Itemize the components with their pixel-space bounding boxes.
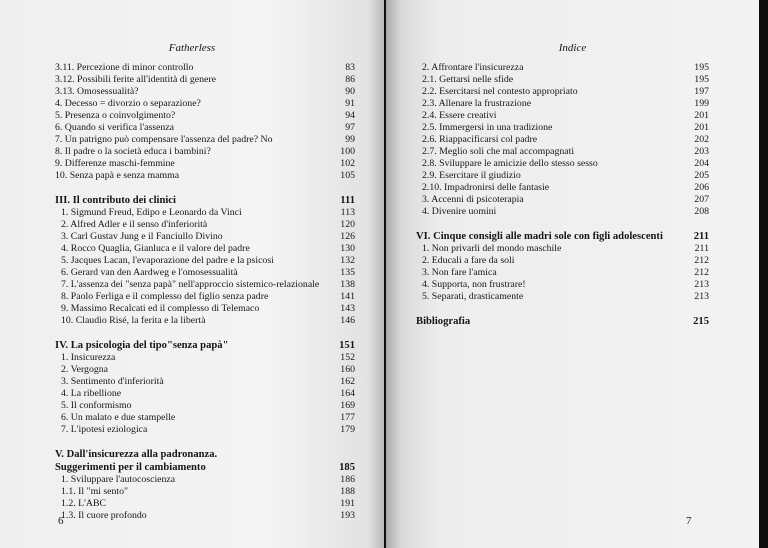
toc-entry-title: 4. Rocco Quaglia, Gianluca e il valore del padre (61, 243, 250, 254)
table-of-contents (416, 62, 709, 328)
toc-entry-page: 197 (694, 86, 709, 97)
toc-entry (55, 388, 355, 400)
toc-entry-page: 97 (345, 122, 355, 133)
toc-entry-page: 205 (694, 170, 709, 181)
toc-entry-title: 3. Accenni di psicoterapia (422, 194, 524, 205)
toc-chapter-heading (416, 315, 709, 328)
toc-entry-title: 4. Divenire uomini (422, 206, 497, 217)
toc-entry-page: 100 (340, 146, 355, 157)
toc-entry-title: 7. L'ipotesi eziologica (61, 424, 148, 435)
toc-entry-page: 179 (340, 424, 355, 435)
toc-entry (55, 400, 355, 412)
toc-entry (55, 231, 355, 243)
toc-entry-title: 8. Il padre o la società educa i bambini? (55, 146, 211, 157)
toc-entry (416, 134, 709, 146)
toc-entry-title: 2.10. Impadronirsi delle fantasie (422, 182, 550, 193)
toc-entry (416, 98, 709, 110)
toc-entry-title: 5. Separati, drasticamente (422, 291, 524, 302)
toc-spacer (416, 218, 709, 230)
toc-entry-page: 204 (694, 158, 709, 169)
toc-entry-title: 3.11. Percezione di minor controllo (55, 62, 194, 73)
toc-entry-page: 83 (345, 62, 355, 73)
toc-entry (55, 255, 355, 267)
toc-entry (55, 510, 355, 522)
toc-entry (416, 255, 709, 267)
toc-spacer (55, 182, 355, 194)
toc-entry (55, 62, 355, 74)
toc-entry-page: 146 (340, 315, 355, 326)
toc-entry-title: 1.2. L'ABC (61, 498, 107, 509)
toc-entry-page: 130 (340, 243, 355, 254)
toc-entry-title: 10. Senza papà e senza mamma (55, 170, 180, 181)
toc-entry-title: 1.3. Il cuore profondo (61, 510, 147, 521)
toc-entry-page: 203 (694, 146, 709, 157)
page-number: 6 (58, 515, 64, 527)
toc-entry-title: 8. Paolo Ferliga e il complesso del figlio senza padre (61, 291, 269, 302)
toc-entry-title: 1.1. Il "mi sento" (61, 486, 129, 497)
toc-entry-page: 120 (340, 219, 355, 230)
toc-entry (416, 74, 709, 86)
toc-entry-title: 3.12. Possibili ferite all'identità di genere (55, 74, 216, 85)
toc-entry-title: 6. Gerard van den Aardweg e l'omosessualità (61, 267, 238, 278)
toc-entry-page: 86 (345, 74, 355, 85)
toc-entry (416, 206, 709, 218)
toc-entry (416, 243, 709, 255)
toc-entry-page: 211 (693, 231, 709, 242)
toc-entry (55, 122, 355, 134)
toc-entry-title: 2.5. Immergersi in una tradizione (422, 122, 553, 133)
toc-entry-title: 4. Supporta, non frustrare! (422, 279, 526, 290)
toc-entry-title: 3.13. Omosessualità? (55, 86, 139, 97)
toc-entry (55, 424, 355, 436)
toc-entry-title: Bibliografia (416, 316, 471, 327)
toc-entry-title: 2.4. Essere creativi (422, 110, 497, 121)
toc-entry-page: 206 (694, 182, 709, 193)
toc-entry (55, 352, 355, 364)
toc-entry-page: 195 (694, 74, 709, 85)
toc-entry-title: 3. Sentimento d'inferiorità (61, 376, 164, 387)
running-header: Fatherless (168, 42, 216, 54)
toc-entry-title: 6. Un malato e due stampelle (61, 412, 176, 423)
toc-entry-page: 99 (345, 134, 355, 145)
toc-entry-title: 2.9. Esercitare il giudizio (422, 170, 521, 181)
toc-chapter-heading (416, 230, 709, 243)
toc-entry (55, 74, 355, 86)
toc-entry (55, 315, 355, 327)
toc-entry (55, 134, 355, 146)
toc-entry-page: 212 (694, 255, 709, 266)
toc-entry (55, 146, 355, 158)
toc-entry-page: 105 (340, 170, 355, 181)
toc-entry-page: 186 (340, 474, 355, 485)
toc-entry-title: 3. Non fare l'amica (422, 267, 497, 278)
toc-entry-page: 126 (340, 231, 355, 242)
toc-entry (55, 412, 355, 424)
toc-entry-title: 1. Insicurezza (61, 352, 116, 363)
toc-entry-title: 2.6. Riappacificarsi col padre (422, 134, 538, 145)
toc-entry-title: 6. Quando si verifica l'assenza (55, 122, 175, 133)
toc-entry-page: 215 (693, 316, 709, 327)
toc-entry-page: 211 (694, 243, 709, 254)
toc-entry-page: 102 (340, 158, 355, 169)
toc-entry (55, 364, 355, 376)
toc-entry-page: 138 (340, 279, 355, 290)
toc-entry-page: 202 (694, 134, 709, 145)
toc-entry (416, 158, 709, 170)
toc-entry-page: 143 (340, 303, 355, 314)
toc-chapter-heading (55, 448, 355, 461)
toc-entry (55, 303, 355, 315)
toc-entry-title: VI. Cinque consigli alle madri sole con figli adolescenti (416, 231, 663, 242)
toc-entry-page: 177 (340, 412, 355, 423)
toc-entry-page: 94 (345, 110, 355, 121)
toc-spacer (55, 327, 355, 339)
toc-entry-page: 207 (694, 194, 709, 205)
toc-entry (55, 86, 355, 98)
toc-entry-title: 1. Sviluppare l'autocoscienza (61, 474, 176, 485)
toc-entry-page: 213 (694, 279, 709, 290)
page-number: 7 (686, 515, 692, 527)
toc-entry (55, 98, 355, 110)
toc-entry-page: 152 (340, 352, 355, 363)
toc-entry (416, 122, 709, 134)
toc-entry-page: 188 (340, 486, 355, 497)
toc-entry (416, 267, 709, 279)
toc-entry-title: 5. Il conformismo (61, 400, 132, 411)
toc-entry (55, 474, 355, 486)
toc-entry-page: 151 (339, 340, 355, 351)
toc-entry-title: 2.8. Sviluppare le amicizie dello stesso sesso (422, 158, 598, 169)
table-of-contents (55, 62, 355, 522)
toc-entry-title: 5. Jacques Lacan, l'evaporazione del padre e la psicosi (61, 255, 274, 266)
toc-entry-page: 132 (340, 255, 355, 266)
toc-entry-title: 2. Alfred Adler e il senso d'inferiorità (61, 219, 208, 230)
toc-entry-page: 193 (340, 510, 355, 521)
toc-entry (55, 279, 355, 291)
toc-entry (55, 110, 355, 122)
toc-entry (55, 219, 355, 231)
toc-entry (416, 110, 709, 122)
toc-entry (416, 86, 709, 98)
toc-entry-title: Suggerimenti per il cambiamento (55, 462, 206, 473)
toc-entry-title: 1. Sigmund Freud, Edipo e Leonardo da Vinci (61, 207, 242, 218)
toc-entry-page: 185 (339, 462, 355, 473)
running-header: Indice (558, 42, 587, 54)
toc-entry-page: 208 (694, 206, 709, 217)
toc-entry (55, 158, 355, 170)
toc-entry-title: IV. La psicologia del tipo"senza papà" (55, 340, 229, 351)
toc-entry-page: 90 (345, 86, 355, 97)
toc-entry-title: 2.7. Meglio soli che mal accompagnati (422, 146, 575, 157)
toc-entry-page: 162 (340, 376, 355, 387)
toc-entry (416, 146, 709, 158)
toc-entry-page: 195 (694, 62, 709, 73)
toc-entry-page: 141 (340, 291, 355, 302)
toc-spacer (416, 303, 709, 315)
toc-chapter-heading (55, 339, 355, 352)
toc-entry-page: 135 (340, 267, 355, 278)
toc-entry (416, 182, 709, 194)
toc-entry (416, 194, 709, 206)
toc-entry (55, 267, 355, 279)
toc-entry-page: 111 (340, 195, 355, 206)
toc-entry-page: 169 (340, 400, 355, 411)
toc-entry (55, 291, 355, 303)
toc-entry (416, 62, 709, 74)
toc-entry-title: 10. Claudio Risé, la ferita e la libertà (61, 315, 206, 326)
toc-entry-title: 5. Presenza o coinvolgimento? (55, 110, 176, 121)
toc-entry-page: 213 (694, 291, 709, 302)
toc-entry-title: 7. Un patrigno può compensare l'assenza del padre? No (55, 134, 273, 145)
toc-entry (55, 170, 355, 182)
toc-entry-title: 9. Differenze maschi-femmine (55, 158, 175, 169)
toc-entry (416, 170, 709, 182)
toc-entry (55, 207, 355, 219)
toc-entry (416, 279, 709, 291)
toc-entry-title: III. Il contributo dei clinici (55, 195, 176, 206)
toc-entry-page: 212 (694, 267, 709, 278)
toc-chapter-heading (55, 461, 355, 474)
toc-entry-page: 91 (345, 98, 355, 109)
toc-entry (55, 376, 355, 388)
toc-entry-title: 4. La ribellione (61, 388, 122, 399)
toc-entry-title: 2.1. Gettarsi nelle sfide (422, 74, 514, 85)
toc-entry-title: 7. L'assenza dei "senza papà" nell'approccio sistemico-relazionale (61, 279, 320, 290)
toc-entry (416, 291, 709, 303)
toc-entry-title: 2. Vergogna (61, 364, 108, 375)
toc-chapter-heading (55, 194, 355, 207)
toc-entry-page: 164 (340, 388, 355, 399)
toc-entry (55, 498, 355, 510)
toc-entry-title: V. Dall'insicurezza alla padronanza. (55, 449, 218, 460)
toc-entry-title: 4. Decesso = divorzio o separazione? (55, 98, 201, 109)
toc-entry-title: 2.3. Allenare la frustrazione (422, 98, 532, 109)
toc-entry (55, 243, 355, 255)
toc-entry-title: 2. Affrontare l'insicurezza (422, 62, 524, 73)
toc-entry-page: 191 (340, 498, 355, 509)
toc-entry-page: 201 (694, 110, 709, 121)
right-page (386, 0, 759, 548)
toc-entry (55, 486, 355, 498)
toc-spacer (55, 436, 355, 448)
toc-entry-title: 9. Massimo Recalcati ed il complesso di Telemaco (61, 303, 260, 314)
toc-entry-title: 3. Carl Gustav Jung e il Fanciullo Divino (61, 231, 223, 242)
toc-entry-title: 2. Educali a fare da soli (422, 255, 515, 266)
toc-entry-page: 201 (694, 122, 709, 133)
toc-entry-title: 2.2. Esercitarsi nel contesto appropriato (422, 86, 578, 97)
toc-entry-page: 160 (340, 364, 355, 375)
toc-entry-page: 199 (694, 98, 709, 109)
toc-entry-title: 1. Non privarli del mondo maschile (422, 243, 562, 254)
toc-entry-page: 113 (340, 207, 355, 218)
